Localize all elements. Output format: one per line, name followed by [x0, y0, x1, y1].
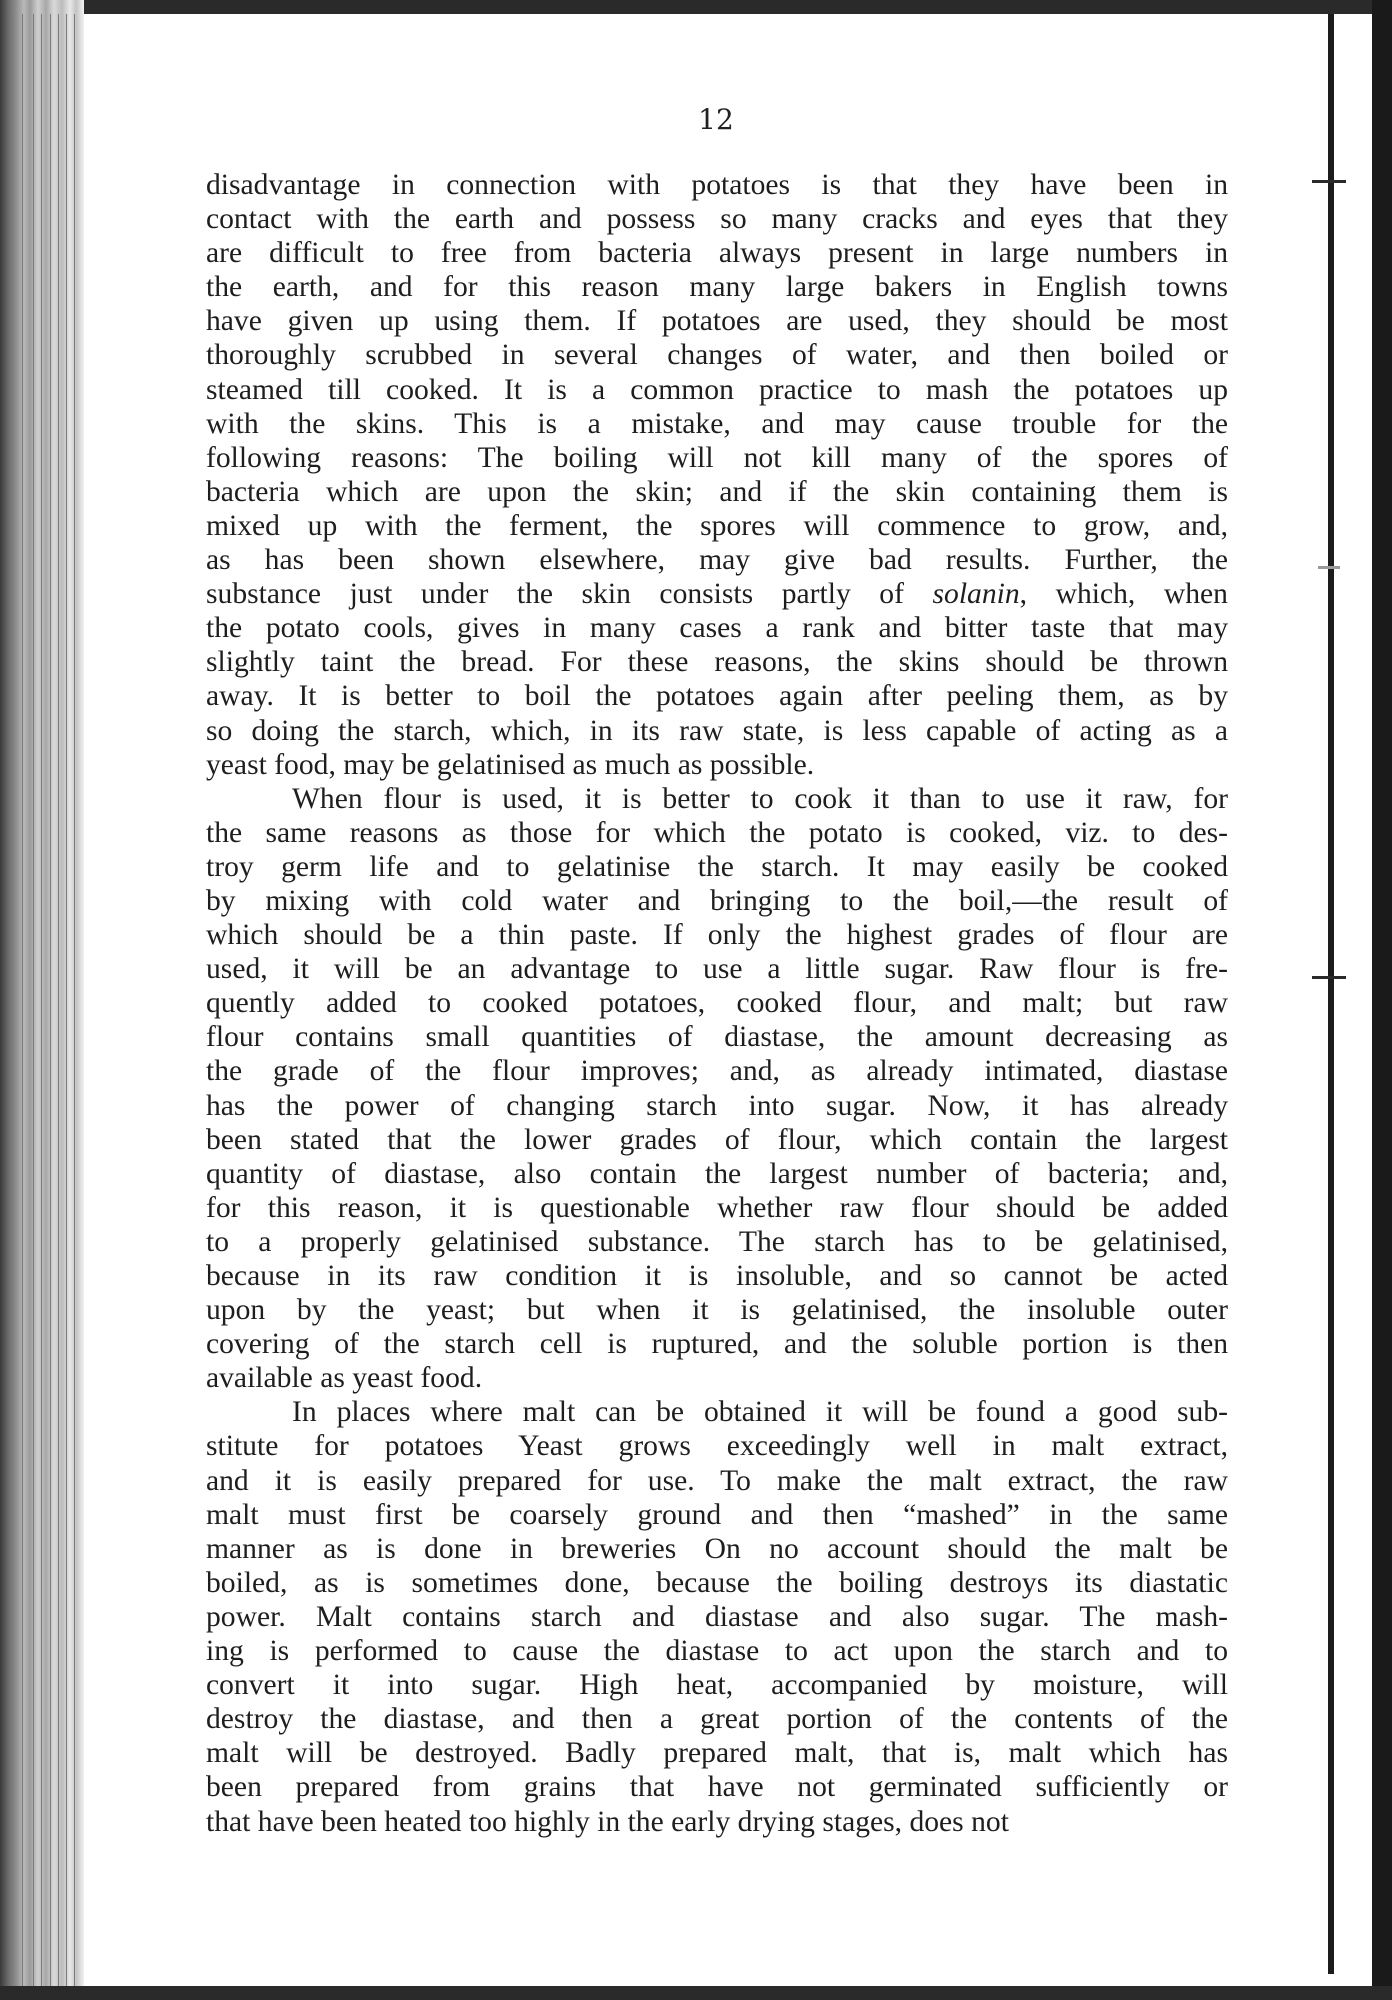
text-line: quantity of diastase, also contain the largest number of bacteria; and, [206, 1157, 1228, 1190]
text-line: which should be a thin paste. If only the highest grades of flour are [206, 919, 1228, 952]
text-line: been stated that the lower grades of flour, which contain the largest [206, 1123, 1228, 1156]
text-line: mixed up with the ferment, the spores will commence to grow, and, [206, 509, 1228, 542]
text-line: thoroughly scrubbed in several changes of water, and then boiled or [206, 339, 1228, 372]
text-line: with the skins. This is a mistake, and may cause trouble for the [206, 407, 1228, 440]
text-line: ing is performed to cause the diastase to act upon the starch and to [206, 1635, 1228, 1668]
text-line: has the power of changing starch into sugar. Now, it has already [206, 1089, 1228, 1122]
text-line: steamed till cooked. It is a common practice to mash the potatoes up [206, 373, 1228, 406]
paragraph [206, 1395, 1228, 1838]
text-line: quently added to cooked potatoes, cooked flour, and malt; but raw [206, 987, 1228, 1020]
text-line: convert it into sugar. High heat, accompanied by moisture, will [206, 1669, 1228, 1702]
text-line: and it is easily prepared for use. To make the malt extract, the raw [206, 1464, 1228, 1497]
page-edge-line [58, 14, 59, 1986]
page-edge-line [66, 14, 67, 1986]
text-line: substance just under the skin consists partly of solanin, which, when [206, 578, 1228, 611]
text-line: When flour is used, it is better to cook it than to use it raw, for [292, 782, 1228, 815]
page-number: 12 [698, 103, 734, 136]
margin-tick [1312, 976, 1346, 979]
text-line: yeast food, may be gelatinised as much as possible. [206, 748, 815, 781]
text-line: that have been heated too highly in the early drying stages, does not [206, 1805, 1009, 1838]
book-page-edges [0, 0, 84, 2000]
page-edge-line [74, 14, 75, 1986]
text-line: troy germ life and to gelatinise the starch. It may easily be cooked [206, 850, 1228, 883]
text-line: upon by the yeast; but when it is gelatinised, the insoluble outer [206, 1294, 1228, 1327]
text-line: the same reasons as those for which the potato is cooked, viz. to des- [206, 816, 1228, 849]
text-line: power. Malt contains starch and diastase and also sugar. The mash- [206, 1600, 1228, 1633]
text-line: been prepared from grains that have not germinated sufficiently or [206, 1771, 1228, 1804]
text-line: available as yeast food. [206, 1362, 483, 1395]
text-line: used, it will be an advantage to use a little sugar. Raw flour is fre- [206, 953, 1228, 986]
text-line: to a properly gelatinised substance. The starch has to be gelatinised, [206, 1225, 1228, 1258]
page-edge-line [12, 14, 13, 1986]
text-line: so doing the starch, which, in its raw state, is less capable of acting as a [206, 714, 1228, 747]
text-line: destroy the diastase, and then a great portion of the contents of the [206, 1703, 1228, 1736]
text-line: malt must first be coarsely ground and then “mashed” in the same [206, 1498, 1228, 1531]
margin-tick [1318, 566, 1340, 569]
text-line: for this reason, it is questionable whether raw flour should be added [206, 1191, 1228, 1224]
text-line: slightly taint the bread. For these reasons, the skins should be thrown [206, 646, 1228, 679]
text-line: stitute for potatoes Yeast grows exceedingly well in malt extract, [206, 1430, 1228, 1463]
paragraph [206, 168, 1228, 782]
paragraph [206, 782, 1228, 1396]
text-line: manner as is done in breweries On no account should the malt be [206, 1532, 1228, 1565]
text-line: are difficult to free from bacteria always present in large numbers in [206, 237, 1228, 270]
text-line: the grade of the flour improves; and, as already intimated, diastase [206, 1055, 1228, 1088]
body-text [206, 168, 1228, 1839]
text-line: boiled, as is sometimes done, because the boiling destroys its diastatic [206, 1566, 1228, 1599]
scan-top-border [0, 0, 1392, 14]
text-line: contact with the earth and possess so many cracks and eyes that they [206, 203, 1228, 236]
text-line: away. It is better to boil the potatoes again after peeling them, as by [206, 680, 1228, 713]
scan-bottom-border [0, 1986, 1392, 2000]
page-edge-line [33, 14, 34, 1986]
text-line: following reasons: The boiling will not kill many of the spores of [206, 441, 1228, 474]
margin-tick [1312, 180, 1346, 183]
text-line: In places where malt can be obtained it will be found a good sub- [292, 1396, 1228, 1429]
right-margin-rule [1328, 14, 1334, 1974]
text-line: because in its raw condition it is insoluble, and so cannot be acted [206, 1260, 1228, 1292]
scan-right-border [1372, 0, 1392, 2000]
text-line: have given up using them. If potatoes are used, they should be most [206, 305, 1228, 338]
text-line: by mixing with cold water and bringing to the boil,—the result of [206, 884, 1228, 917]
page-edge-line [50, 14, 51, 1986]
text-line: the potato cools, gives in many cases a rank and bitter taste that may [206, 612, 1228, 645]
text-line: flour contains small quantities of diastase, the amount decreasing as [206, 1021, 1228, 1054]
page-edge-line [22, 14, 23, 1986]
text-line: covering of the starch cell is ruptured, and the soluble portion is then [206, 1328, 1228, 1361]
text-line: as has been shown elsewhere, may give bad results. Further, the [206, 544, 1228, 577]
text-line: disadvantage in connection with potatoes is that they have been in [206, 169, 1228, 201]
text-line: the earth, and for this reason many large bakers in English towns [206, 271, 1228, 304]
page-edge-line [41, 14, 42, 1986]
text-line: bacteria which are upon the skin; and if the skin containing them is [206, 475, 1228, 508]
text-line: malt will be destroyed. Badly prepared malt, that is, malt which has [206, 1737, 1228, 1770]
